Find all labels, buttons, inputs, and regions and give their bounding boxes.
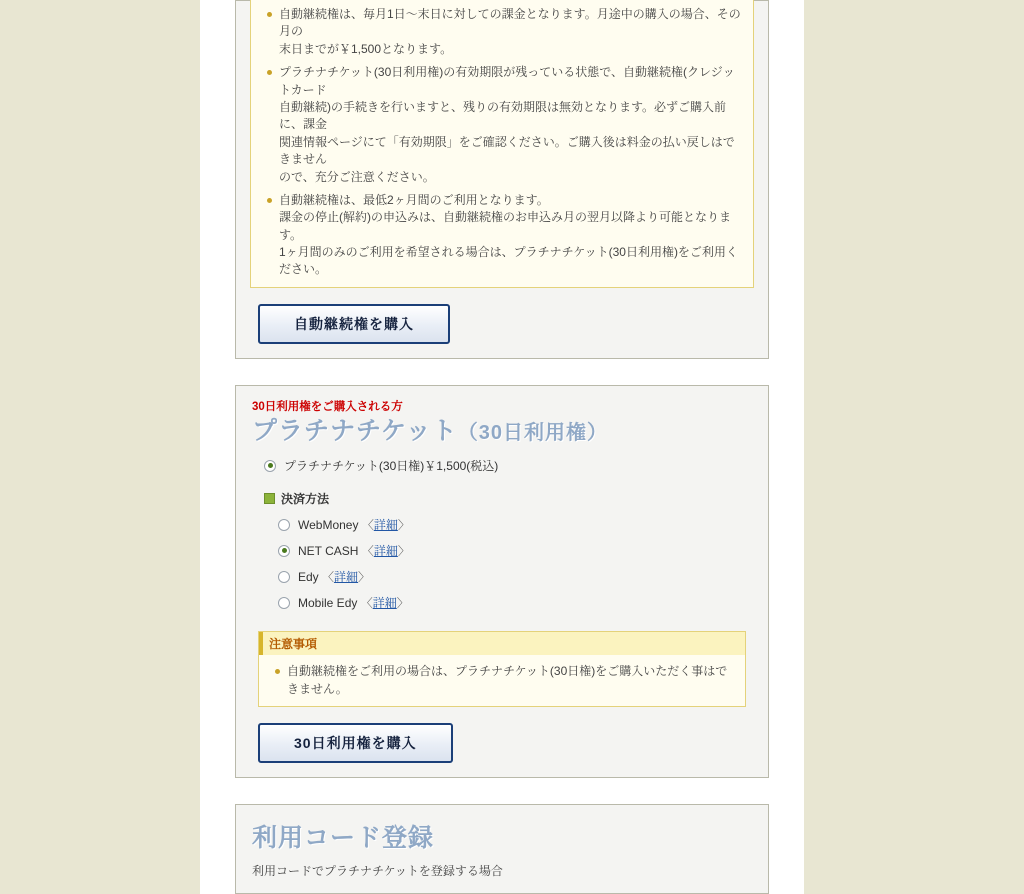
webmoney-detail-link[interactable]: 詳細	[373, 518, 398, 533]
payment-label: WebMoney	[298, 517, 359, 532]
payment-detail-wrap: 〈詳細〉	[358, 544, 410, 559]
payment-method-heading	[264, 490, 754, 507]
netcash-detail-link[interactable]: 詳細	[373, 544, 398, 559]
ticket-notice	[258, 631, 746, 707]
page-container	[200, 0, 804, 894]
payment-option-edy[interactable]	[278, 568, 754, 585]
list-item	[279, 192, 743, 279]
buy-ticket-button[interactable]: 30日利用権を購入	[258, 723, 453, 763]
code-register-title: 利用コード登録	[252, 823, 435, 852]
square-bullet-icon	[264, 493, 275, 504]
payment-detail-wrap: 〈詳細〉	[358, 518, 410, 533]
notice-line: ので、充分ご注意ください。	[279, 169, 435, 184]
ticket-eyebrow: 30日利用権をご購入される方	[252, 400, 403, 413]
auto-renew-notice	[250, 0, 754, 288]
ticket-product-label: プラチナチケット(30日権)￥1,500(税込)	[284, 459, 499, 474]
payment-option-netcash[interactable]	[278, 542, 754, 559]
list-item	[279, 6, 743, 58]
radio-mobile-edy[interactable]	[278, 597, 290, 609]
radio-edy[interactable]	[278, 571, 290, 583]
edy-detail-link[interactable]: 詳細	[334, 570, 359, 585]
code-register-panel	[235, 804, 769, 894]
payment-label: Edy	[298, 569, 319, 584]
radio-ticket-product[interactable]	[264, 460, 276, 472]
notice-line: 課金の停止(解約)の申込みは、自動継続権のお申込み月の翌月以降より可能となります。	[279, 210, 731, 242]
payment-option-webmoney[interactable]	[278, 516, 754, 533]
radio-netcash[interactable]	[278, 545, 290, 557]
notice-line: 自動継続)の手続きを行いますと、残りの有効期限は無効となります。必ずご購入前に、課金	[279, 99, 727, 132]
page-title	[252, 416, 754, 447]
payment-detail-wrap: 〈詳細〉	[318, 570, 371, 585]
ticket-title: プラチナチケット	[252, 416, 458, 445]
notice-line: 1ヶ月間のみのご利用を希望される場合は、プラチナチケット(30日利用権)をご利用ください。	[279, 245, 738, 277]
payment-label: NET CASH	[298, 543, 359, 558]
platinum-ticket-panel	[235, 385, 769, 778]
ticket-product-row[interactable]	[264, 457, 754, 474]
ticket-title-paren: （30日利用権）	[457, 421, 609, 444]
auto-renew-button-row	[250, 288, 754, 344]
list-item	[287, 663, 735, 698]
payment-label: Mobile Edy	[298, 595, 358, 610]
ticket-notice-list	[269, 663, 735, 698]
list-item	[279, 64, 743, 186]
content-area	[200, 0, 804, 894]
notice-line: 自動継続権は、毎月1日〜末日に対しての課金となります。月途中の購入の場合、その月の	[279, 7, 741, 39]
notice-line: プラチナチケット(30日利用権)の有効期限が残っている状態で、自動継続権(クレジットカード	[279, 65, 735, 97]
notice-line: 自動継続権をご利用の場合は、プラチナチケット(30日権)をご購入いただく事はできません。	[287, 664, 728, 696]
auto-renew-panel	[235, 0, 769, 359]
ticket-button-row	[250, 707, 754, 763]
payment-option-mobile-edy[interactable]	[278, 594, 754, 611]
radio-webmoney[interactable]	[278, 519, 290, 531]
ticket-notice-title: 注意事項	[259, 632, 745, 655]
notice-line: 末日までが￥1,500となります。	[279, 41, 453, 56]
buy-auto-renew-button[interactable]: 自動継続権を購入	[258, 304, 450, 344]
ticket-notice-wrap	[258, 631, 746, 707]
mobile-edy-detail-link[interactable]: 詳細	[372, 596, 397, 611]
payment-heading-label: 決済方法	[281, 492, 330, 507]
code-register-subtitle: 利用コードでプラチナチケットを登録する場合	[252, 864, 503, 879]
notice-line: 自動継続権は、最低2ヶ月間のご利用となります。	[279, 192, 549, 207]
payment-detail-wrap: 〈詳細〉	[357, 596, 409, 611]
notice-line: 関連情報ページにて「有効期限」をご確認ください。ご購入後は料金の払い戻しはできません	[279, 134, 735, 167]
auto-renew-notice-list	[261, 6, 743, 279]
